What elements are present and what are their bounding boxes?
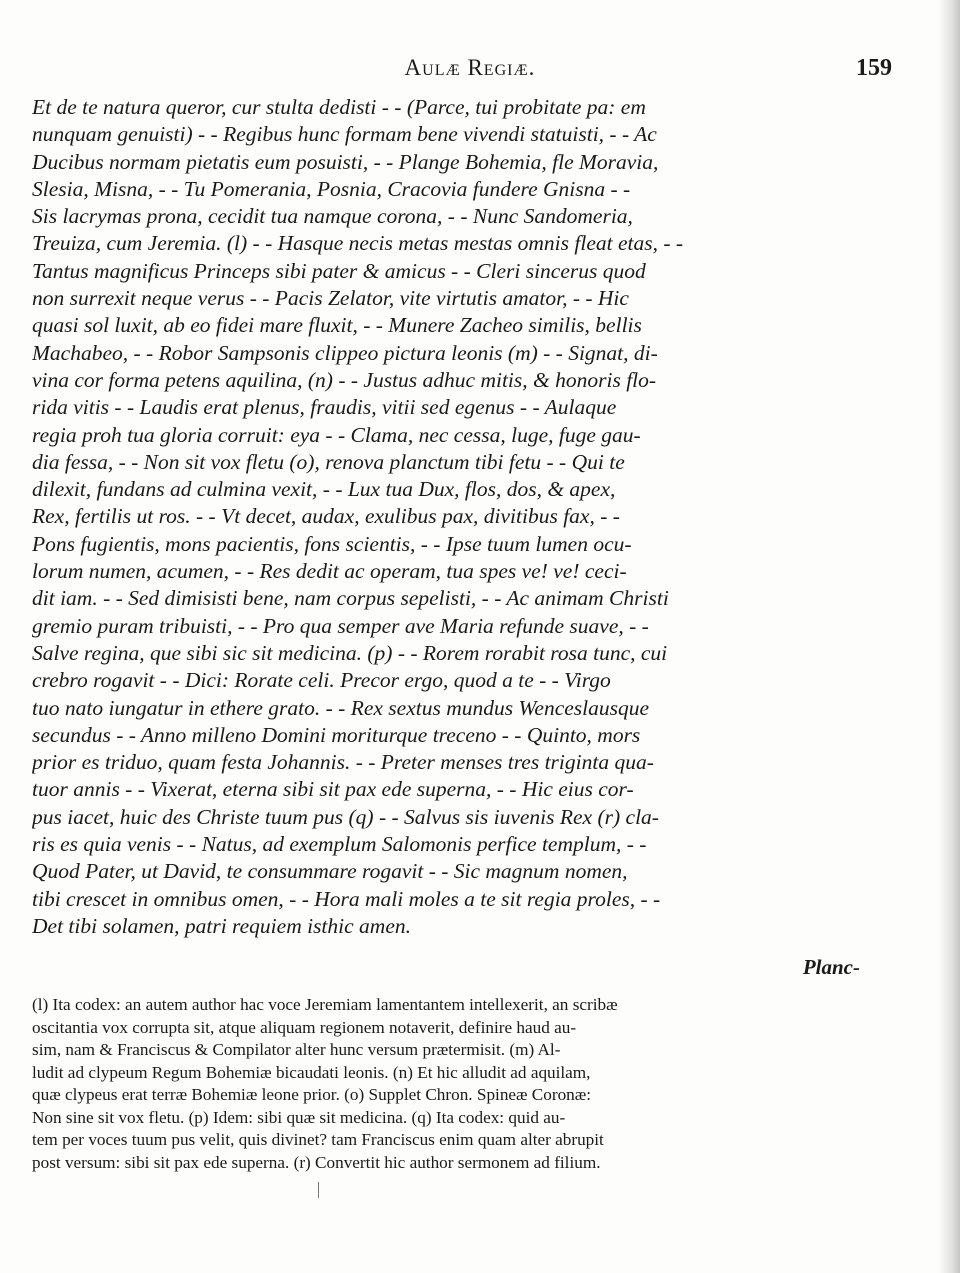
stray-mark (318, 1182, 319, 1198)
text-line: Slesia, Misna, - - Tu Pomerania, Posnia, Cracovia fundere Gnisna - - (32, 176, 631, 201)
text-line: dit iam. - - Sed dimisisti bene, nam corpus sepelisti, - - Ac animam Christi (32, 586, 669, 611)
text-line: ris es quia venis - - Natus, ad exemplum Salomonis perfice templum, - - (32, 832, 647, 857)
text-line: nunquam genuisti) - - Regibus hunc formam bene vivendi statuisti, - - Ac (32, 122, 657, 147)
footnote-line: tem per voces tuum pus velit, quis divinet? tam Franciscus enim quam alter abrupit (32, 1130, 604, 1149)
text-line: Et de te natura queror, cur stulta dedisti - - (Parce, tui probitate pa: em (32, 95, 646, 119)
text-line: non surrexit neque verus - - Pacis Zelator, vite virtutis amator, - - Hic (32, 286, 629, 311)
text-line: dia fessa, - - Non sit vox fletu (o), renova planctum tibi fetu - - Qui te (32, 449, 625, 474)
text-line: quasi sol luxit, ab eo fidei mare fluxit, - - Munere Zacheo similis, bellis (32, 313, 642, 338)
text-line: gremio puram tribuisti, - - Pro qua semper ave Maria refunde suave, - - (32, 613, 649, 638)
footnote-line: quæ clypeus erat terræ Bohemiæ leone prior. (o) Supplet Chron. Spineæ Coronæ: (32, 1085, 592, 1104)
running-title: Aulæ Regiæ. (404, 55, 536, 80)
footnote-line: oscitantia vox corrupta sit, atque aliquam regionem notaverit, definire haud au- (32, 1017, 577, 1037)
text-line: secundus - - Anno milleno Domini moriturque treceno - - Quinto, mors (32, 722, 641, 747)
text-line: Quod Pater, ut David, te consummare rogavit - - Sic magnum nomen, (32, 859, 628, 884)
text-line: dilexit, fundans ad culmina vexit, - - Lux tua Dux, flos, dos, & apex, (32, 477, 616, 502)
text-line: Det tibi solamen, patri requiem isthic amen. (32, 913, 411, 938)
text-line: Ducibus normam pietatis eum posuisti, - - Plange Bohemia, fle Moravia, (32, 149, 659, 174)
text-line: Sis lacrymas prona, cecidit tua namque corona, - - Nunc Sandomeria, (32, 204, 633, 229)
page-header (60, 55, 892, 89)
text-line: vina cor forma petens aquilina, (n) - - Justus adhuc mitis, & honoris flo- (32, 367, 657, 392)
catchword: Planc- (802, 955, 860, 979)
text-line: prior es triduo, quam festa Johannis. - - Preter menses tres triginta qua- (32, 750, 654, 775)
text-line: rida vitis - - Laudis erat plenus, fraudis, vitii sed egenus - - Aulaque (32, 395, 617, 420)
main-text-block (32, 94, 888, 940)
footnotes-block (32, 994, 888, 1174)
text-line: tuo nato iungatur in ethere grato. - - Rex sextus mundus Wenceslausque (32, 695, 650, 720)
footnote-line: post versum: sibi sit pax ede superna. (r) Convertit hic author sermonem ad filium. (32, 1152, 601, 1172)
text-line: pus iacet, huic des Christe tuum pus (q) - - Salvus sis iuvenis Rex (r) cla- (32, 804, 659, 829)
page-number: 159 (856, 55, 892, 81)
text-line: lorum numen, acumen, - - Res dedit ac operam, tua spes ve! ve! ceci- (32, 559, 627, 584)
text-line: Machabeo, - - Robor Sampsonis clippeo pictura leonis (m) - - Signat, di- (32, 340, 658, 365)
footnote-line: ludit ad clypeum Regum Bohemiæ bicaudati leonis. (n) Et hic alludit ad aquilam, (32, 1062, 591, 1082)
footnote-line: sim, nam & Franciscus & Compilator alter hunc versum prætermisit. (m) Al- (32, 1040, 561, 1059)
text-line: regia proh tua gloria corruit: eya - - Clama, nec cessa, luge, fuge gau- (32, 422, 641, 447)
text-line: tibi crescet in omnibus omen, - - Hora mali moles a te sit regia proles, - - (32, 886, 661, 911)
text-line: Tantus magnificus Princeps sibi pater & amicus - - Cleri sincerus quod (32, 258, 646, 283)
text-line: Treuiza, cum Jeremia. (l) - - Hasque necis metas mestas omnis fleat etas, - - (32, 231, 684, 256)
text-line: tuor annis - - Vixerat, eterna sibi sit pax ede superna, - - Hic eius cor- (32, 777, 634, 802)
footnote-line: Non sine sit vox fletu. (p) Idem: sibi quæ sit medicina. (q) Ita codex: quid au- (32, 1107, 566, 1127)
text-line: crebro rogavit - - Dici: Rorate celi. Precor ergo, quod a te - - Virgo (32, 668, 611, 693)
text-line: Rex, fertilis ut ros. - - Vt decet, audax, exulibus pax, divitibus fax, - - (32, 504, 620, 529)
text-line: Pons fugientis, mons pacientis, fons scientis, - - Ipse tuum lumen ocu- (32, 531, 632, 556)
footnote-line: (l) Ita codex: an autem author hac voce Jeremiam lamentantem intellexerit, an scribæ (32, 995, 618, 1014)
text-line: Salve regina, que sibi sic sit medicina. (p) - - Rorem rorabit rosa tunc, cui (32, 640, 668, 665)
page-edge-shadow (938, 0, 960, 1273)
